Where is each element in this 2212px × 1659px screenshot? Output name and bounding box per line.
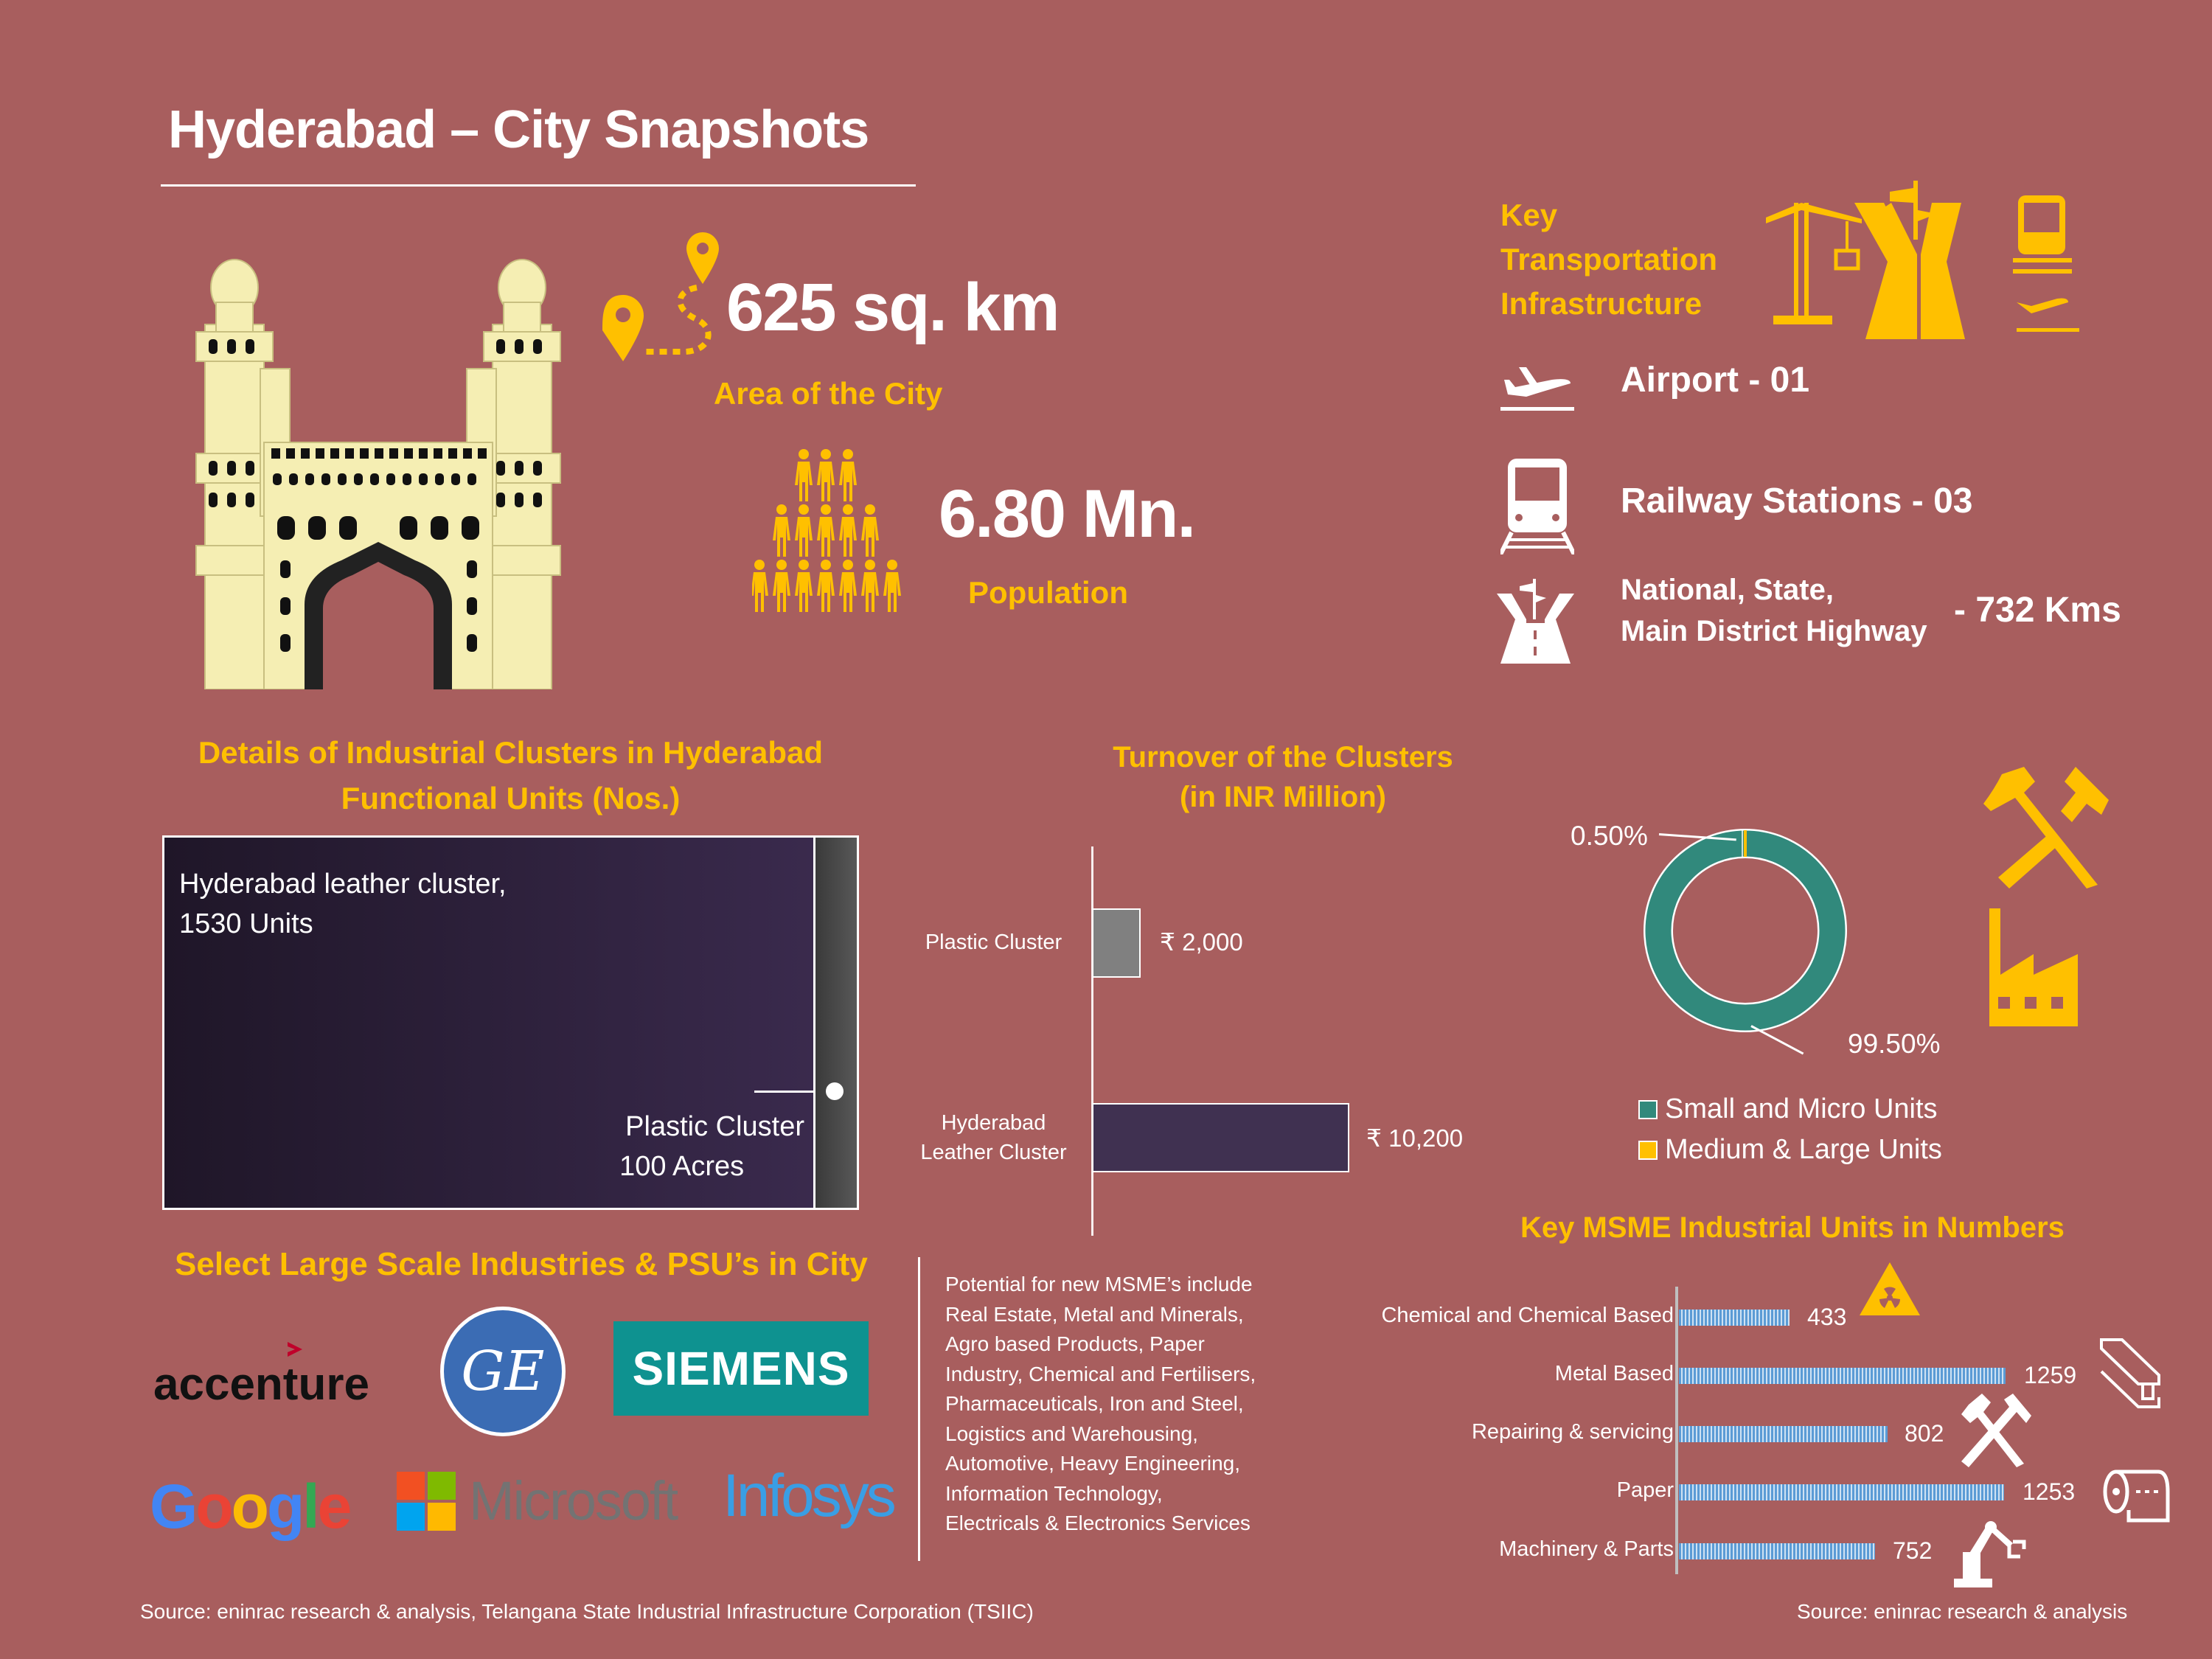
page-title: Hyderabad – City Snapshots <box>168 100 869 159</box>
repair-tools-icon <box>1961 1394 2031 1467</box>
msme-bar <box>1679 1543 1875 1559</box>
steel-beam-icon <box>2100 1338 2160 1408</box>
railway-count: Railway Stations - 03 <box>1621 481 1973 521</box>
paper-roll-icon <box>2103 1470 2171 1523</box>
turnover-category-leather: Hyderabad Leather Cluster <box>920 1111 1067 1164</box>
turnover-bar-leather <box>1092 1103 1349 1172</box>
hammers-icon <box>1980 767 2112 888</box>
transport-title: Key Transportation Infrastructure <box>1500 198 1718 321</box>
population-label: Population <box>968 575 1128 610</box>
legend-swatch-small <box>1638 1100 1658 1119</box>
highway-length: - 732 Kms <box>1954 591 2121 630</box>
transport-infrastructure-icon <box>1766 181 2098 339</box>
unit-size-donut <box>1641 826 1851 1036</box>
area-value: 625 sq. km <box>726 270 1059 345</box>
map-route-icon <box>601 232 719 365</box>
accenture-logo <box>153 1342 382 1408</box>
microsoft-squares-icon <box>397 1472 456 1531</box>
radiation-warning-icon <box>1860 1262 1920 1315</box>
clusters-treemap <box>162 835 859 1210</box>
microsoft-logo: Microsoft <box>397 1470 677 1532</box>
donut-legend <box>1638 1093 1942 1166</box>
charminar-illustration <box>190 258 566 689</box>
source-left: Source: eninrac research & analysis, Telangana State Industrial Infrastructure Corporation (TSIIC) <box>140 1600 1034 1623</box>
train-icon <box>1500 459 1574 554</box>
leather-cluster-label: Hyderabad leather cluster, 1530 Units <box>179 869 507 939</box>
ge-logo <box>439 1305 568 1438</box>
turnover-bar-plastic <box>1092 908 1141 978</box>
msme-bar <box>1679 1310 1790 1326</box>
siemens-logo: SIEMENS <box>613 1321 869 1416</box>
people-group-icon <box>752 448 914 618</box>
plastic-cluster-label: Plastic Cluster 100 Acres <box>619 1111 804 1182</box>
industries-title: Select Large Scale Industries & PSU’s in City <box>175 1246 868 1282</box>
airport-count: Airport - 01 <box>1621 361 1810 400</box>
legend-item-small: Small and Micro Units <box>1638 1093 1942 1125</box>
infosys-logo: Infosys <box>723 1462 894 1529</box>
clusters-title: Details of Industrial Clusters in Hyderabad Functional Units (Nos.) <box>198 735 824 815</box>
msme-bar <box>1679 1426 1888 1442</box>
leader-dot <box>826 1082 844 1100</box>
legend-swatch-large <box>1638 1141 1658 1160</box>
turnover-title: Turnover of the Clusters (in INR Million) <box>1113 741 1453 813</box>
turnover-category-plastic: Plastic Cluster <box>925 931 1062 954</box>
svg-text:accenture: accenture <box>153 1359 369 1408</box>
highway-icon <box>1493 579 1578 664</box>
highway-label: National, State, Main District Highway <box>1621 574 1927 647</box>
msme-bar <box>1679 1484 2004 1500</box>
msme-title: Key MSME Industrial Units in Numbers <box>1520 1211 2065 1244</box>
population-value: 6.80 Mn. <box>939 476 1195 552</box>
airport-icon <box>1500 361 1574 413</box>
leather-cluster-tile <box>164 838 815 1208</box>
turnover-value-plastic: ₹ 2,000 <box>1160 928 1243 956</box>
plastic-cluster-tile <box>815 838 857 1208</box>
msme-axis <box>1675 1287 1678 1574</box>
donut-label-large-units: 0.50% <box>1571 821 1648 851</box>
potential-msme-text: Potential for new MSME’s include Real Estate, Metal and Minerals, Agro based Products, Paper Industry, Chemical and Fertilisers, Pharmaceuticals, Iron and Steel, Logistics and Warehousing, Automotive, Heavy Engineering, Information Technology, Electricals & Electronics Services <box>945 1273 1256 1534</box>
area-label: Area of the City <box>714 376 943 411</box>
donut-label-small-units: 99.50% <box>1848 1029 1941 1059</box>
turnover-axis <box>1091 846 1093 1236</box>
factory-icon <box>1989 908 2078 1026</box>
google-logo: Google <box>150 1472 350 1541</box>
svg-text:GE: GE <box>461 1340 545 1403</box>
legend-item-large: Medium & Large Units <box>1638 1134 1942 1166</box>
robotic-arm-icon <box>1954 1521 2031 1587</box>
title-divider <box>161 184 916 187</box>
leader-line <box>754 1091 815 1093</box>
msme-bar <box>1679 1368 2006 1384</box>
turnover-value-leather: ₹ 10,200 <box>1366 1124 1464 1152</box>
source-right: Source: eninrac research & analysis <box>1797 1600 2128 1623</box>
potential-divider <box>918 1257 920 1561</box>
